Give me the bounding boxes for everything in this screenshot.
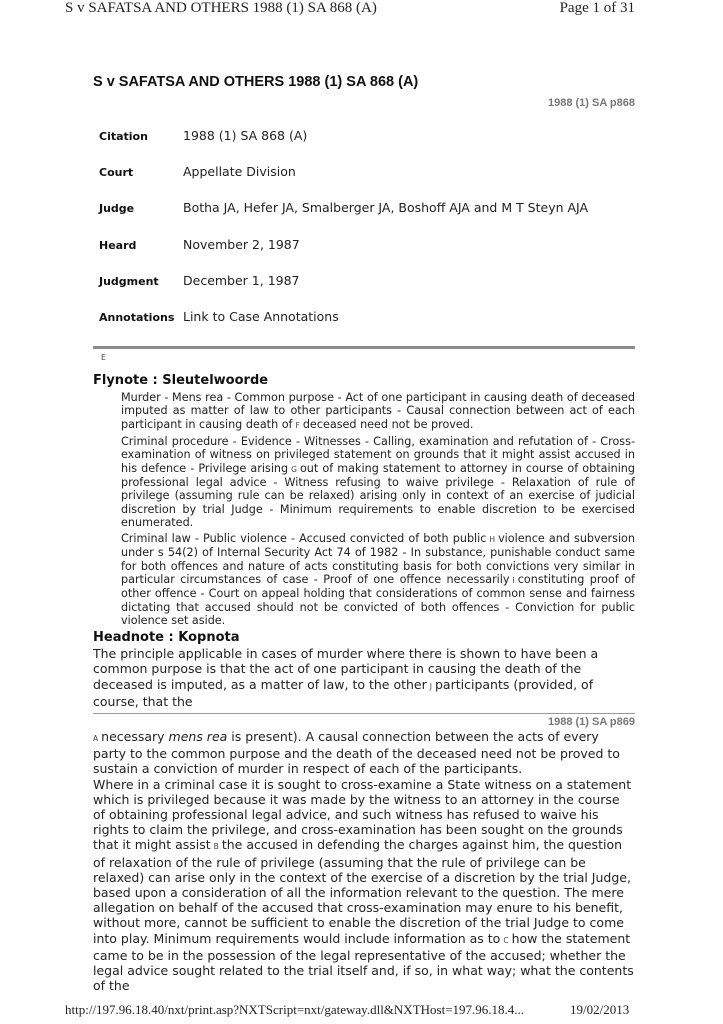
metadata-value: Botha JA, Hefer JA, Smalberger JA, Boshoff AJA and M T Steyn AJA: [183, 200, 589, 216]
flynote-paragraph: [121, 532, 635, 627]
print-footer: [0, 1002, 723, 1022]
metadata-label: Annotations: [99, 310, 175, 324]
case-title: S v SAFATSA AND OTHERS 1988 (1) SA 868 (A): [93, 74, 419, 90]
headnote-text: how the statement came to be in the possession of the legal representative of the accused; whether the legal advice sought related to the trial itself and, if so, in what way; what the contents of the: [93, 930, 634, 994]
flynote-text: deceased need not be proved.: [302, 417, 474, 431]
headnote-text: Where in a criminal case it is sought to cross-examine a State witness on a statement which is privileged because it was made by the witness to an attorney in the course of obtaining professional legal advice, and such witness has refused to waive his rights to claim the privilege, and cross-examination has been sought on the grounds that it might assist: [93, 776, 632, 853]
metadata-value: December 1, 1987: [183, 272, 300, 288]
headnote-body-part2: [93, 729, 635, 993]
headnote-paragraph: [93, 646, 635, 709]
metadata-label: Judge: [99, 202, 135, 216]
margin-letter: I: [512, 575, 515, 585]
print-header-title: S v SAFATSA AND OTHERS 1988 (1) SA 868 (A): [65, 0, 377, 16]
page-indicator: Page 1 of 31: [559, 0, 635, 16]
metadata-value: November 2, 1987: [183, 236, 300, 252]
metadata-row-judge: [99, 200, 635, 236]
margin-letter: E: [101, 353, 106, 363]
case-metadata-table: [99, 128, 635, 345]
source-url: http://197.96.18.40/nxt/print.asp?NXTScript=nxt/gateway.dll&NXTHost=197.96.18.4...: [65, 1002, 525, 1017]
flynote-body: [121, 391, 635, 627]
flynote-text: Criminal law - Public violence - Accused convicted of both public: [121, 532, 487, 546]
document: [93, 73, 635, 997]
headnote-heading: Headnote : Kopnota: [93, 630, 240, 646]
margin-letter: J: [429, 681, 432, 691]
margin-letter: G: [291, 464, 297, 474]
metadata-row-citation: [99, 128, 635, 164]
metadata-label: Judgment: [99, 274, 159, 288]
margin-letter: A: [93, 733, 99, 743]
headnote-text: is present). A causal connection between the acts of every party to the common purpose and the death of the deceased need not be proved to sustain a conviction of murder in respect of each of the participants.: [93, 728, 620, 777]
metadata-value: Appellate Division: [183, 164, 296, 180]
flynote-text: out of making statement to attorney in course of obtaining professional legal advice - Witness refusing to waive privilege - Relaxation of rule of privilege (assuming rule can be relaxed) arising only in context of an exercise of judicial discretion by trial Judge - Minimum requirements to enable discretion to be exercised enumerated.: [121, 461, 635, 529]
flynote-paragraph: [121, 435, 635, 529]
metadata-label: Citation: [99, 130, 148, 143]
metadata-row-judgment: [99, 273, 635, 309]
flynote-heading: Flynote : Sleutelwoorde: [93, 373, 269, 389]
section-divider: [93, 346, 635, 349]
metadata-label: Heard: [99, 238, 137, 252]
headnote-text: participants (provided, of course, that the: [93, 676, 594, 709]
page-reference: 1988 (1) SA p868: [547, 97, 635, 109]
flynote-text: violence and subversion under s 54(2) of Internal Security Act 74 of 1982 - In substance, punishable conduct same for both offences and nature of acts constituting basis for both convictions very similar in particular circumstances of case - Proof of one offence necessarily: [121, 532, 635, 586]
headnote-text: necessary: [101, 728, 165, 744]
page-reference: 1988 (1) SA p869: [547, 715, 635, 728]
print-header: [0, 0, 723, 22]
metadata-label: Court: [99, 166, 134, 180]
headnote-paragraph: [93, 729, 635, 777]
metadata-row-annotations: [99, 309, 635, 345]
print-date: 19/02/2013: [570, 1002, 630, 1017]
flynote-paragraph: [121, 391, 635, 432]
margin-letter: H: [489, 535, 496, 545]
margin-letter: C: [503, 935, 509, 945]
headnote-text: the accused in defending the charges against him, the question of relaxation of the rule of privilege (assuming that the rule of privilege can be relaxed) can arise only in the context of the exercise of a discretion by the trial Judge, based upon a consideration of all the information relevant to the question. The mere allegation on behalf of the accused that cross-examination may enure to his benefit, without more, cannot be sufficient to enable the discretion of the trial Judge to come into play. Minimum requirements would include information as to: [93, 837, 631, 946]
page-break-divider: [93, 713, 635, 714]
headnote-text: The principle applicable in cases of murder where there is shown to have been a common purpose is that the act of one participant in causing the death of the deceased is imputed, as a matter of law, to the other: [93, 646, 599, 692]
margin-letter: B: [213, 842, 219, 852]
margin-letter: F: [295, 420, 300, 430]
case-annotations-link[interactable]: Link to Case Annotations: [183, 308, 339, 324]
metadata-value: 1988 (1) SA 868 (A): [183, 128, 308, 143]
headnote-body-part1: [93, 646, 635, 709]
flynote-text: Criminal procedure - Evidence - Witnesses - Calling, examination and refutation of - Cross-examination of witness on privileged statement on grounds that it might assist accused in his defence - Privilege arising: [121, 435, 635, 475]
flynote-text: constituting proof of other offence - Court on appeal holding that considerations of common sense and fairness dictating that accused should not be convicted of both offences - Conviction for public violence set aside.: [121, 572, 635, 627]
headnote-paragraph: [93, 777, 635, 994]
flynote-text: Murder - Mens rea - Common purpose - Act of one participant in causing death of deceased imputed as matter of law to other participants - Causal connection between act of each participant in causing death of: [121, 391, 635, 431]
headnote-italic-text: mens rea: [168, 728, 228, 744]
metadata-row-heard: [99, 237, 635, 273]
metadata-row-court: [99, 164, 635, 200]
